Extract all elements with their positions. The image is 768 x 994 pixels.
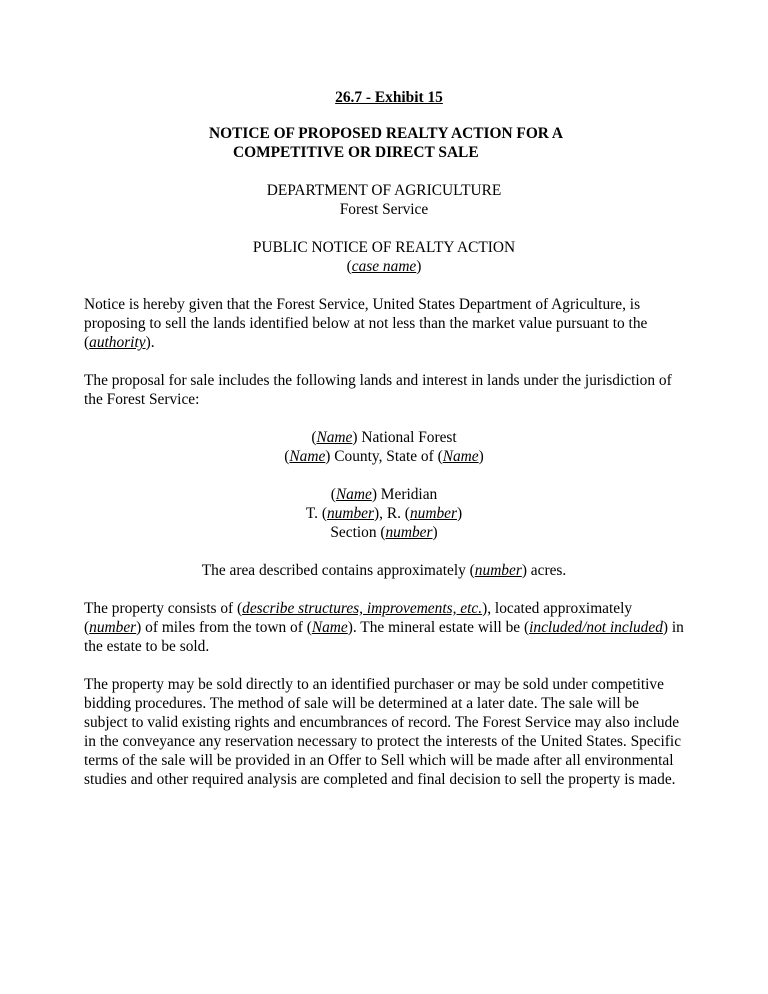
case-close: ) [416,258,422,275]
area-text-2: ) acres. [521,562,567,579]
forest-name-placeholder: Name [316,429,353,446]
section-line [84,523,684,542]
section-open: Section ( [330,524,386,541]
meridian-suffix: ) Meridian [371,486,438,503]
county-open: ( [284,448,290,465]
section-number-placeholder: number [385,524,433,541]
authority-placeholder: authority [89,334,146,351]
department-name: DEPARTMENT OF AGRICULTURE [266,182,502,199]
case-name-placeholder: case name [351,258,417,275]
notice-title-line-2: COMPETITIVE OR DIRECT SALE [233,144,479,161]
meridian-line [84,485,684,504]
paragraph-property [84,599,684,656]
p1-text-2: ). [145,334,155,351]
p3-text-1: The property consists of ( [84,600,243,617]
range-number-placeholder: number [409,505,457,522]
forest-suffix: ) National Forest [352,429,457,446]
meridian-block [84,485,684,542]
town-placeholder: Name [311,619,348,636]
township-range-line [84,504,684,523]
range-open: ), R. ( [374,505,410,522]
notice-title-line-1: NOTICE OF PROPOSED REALTY ACTION FOR A [209,125,564,142]
area-statement [84,561,684,580]
forest-open: ( [311,429,317,446]
county-name-placeholder: Name [289,448,326,465]
acres-placeholder: number [474,562,522,579]
meridian-open: ( [330,486,336,503]
paragraph-notice [84,295,684,352]
lands-block [84,428,684,466]
structures-placeholder: describe structures, improvements, etc. [242,600,483,617]
p1-text-1: Notice is hereby given that the Forest Service, United States Department of Agriculture, is proposing to sell the lands identified below at not less than the market value pursuant to the ( [84,296,648,351]
township-number-placeholder: number [326,505,375,522]
state-name-placeholder: Name [442,448,479,465]
p3-text-2: ), located approximately ( [84,600,633,636]
department-block [84,181,684,219]
forest-line [84,428,684,447]
paragraph-proposal: The proposal for sale includes the following lands and interest in lands under the jurisdiction of the Forest Service: [84,372,672,408]
area-text-1: The area described contains approximately ( [201,562,475,579]
notice-title [84,124,684,162]
p3-text-3: ) of miles from the town of ( [136,619,312,636]
document-page [84,88,684,808]
case-name-line [84,257,684,276]
county-middle: ) County, State of ( [325,448,443,465]
section-close: ) [432,524,438,541]
agency-name: Forest Service [339,201,429,218]
case-open: ( [346,258,352,275]
p3-text-4: ). The mineral estate will be ( [347,619,530,636]
meridian-name-placeholder: Name [335,486,372,503]
county-close: ) [478,448,484,465]
exhibit-heading: 26.7 - Exhibit 15 [335,89,443,106]
range-close: ) [456,505,463,522]
public-notice-title: PUBLIC NOTICE OF REALTY ACTION [252,239,516,256]
mineral-estate-placeholder: included/not included [529,619,663,636]
paragraph-sale-terms: The property may be sold directly to an identified purchaser or may be sold under competitive bidding procedures. The method of sale will be determined at a later date. The sale will be subject to valid existing rights and encumbrances of record. The Forest Service may also include in the conveyance any reservation necessary to protect the interests of the United States. Specific terms of the sale will be provided in an Offer to Sell which will be made after all environmental studies and other required analysis are completed and final decision to sell the property is made. [84,676,682,788]
p3-text-5: ) in the estate to be sold. [84,619,684,655]
township-open: T. ( [305,505,327,522]
county-line [84,447,684,466]
miles-placeholder: number [89,619,137,636]
public-notice-block [84,238,684,276]
